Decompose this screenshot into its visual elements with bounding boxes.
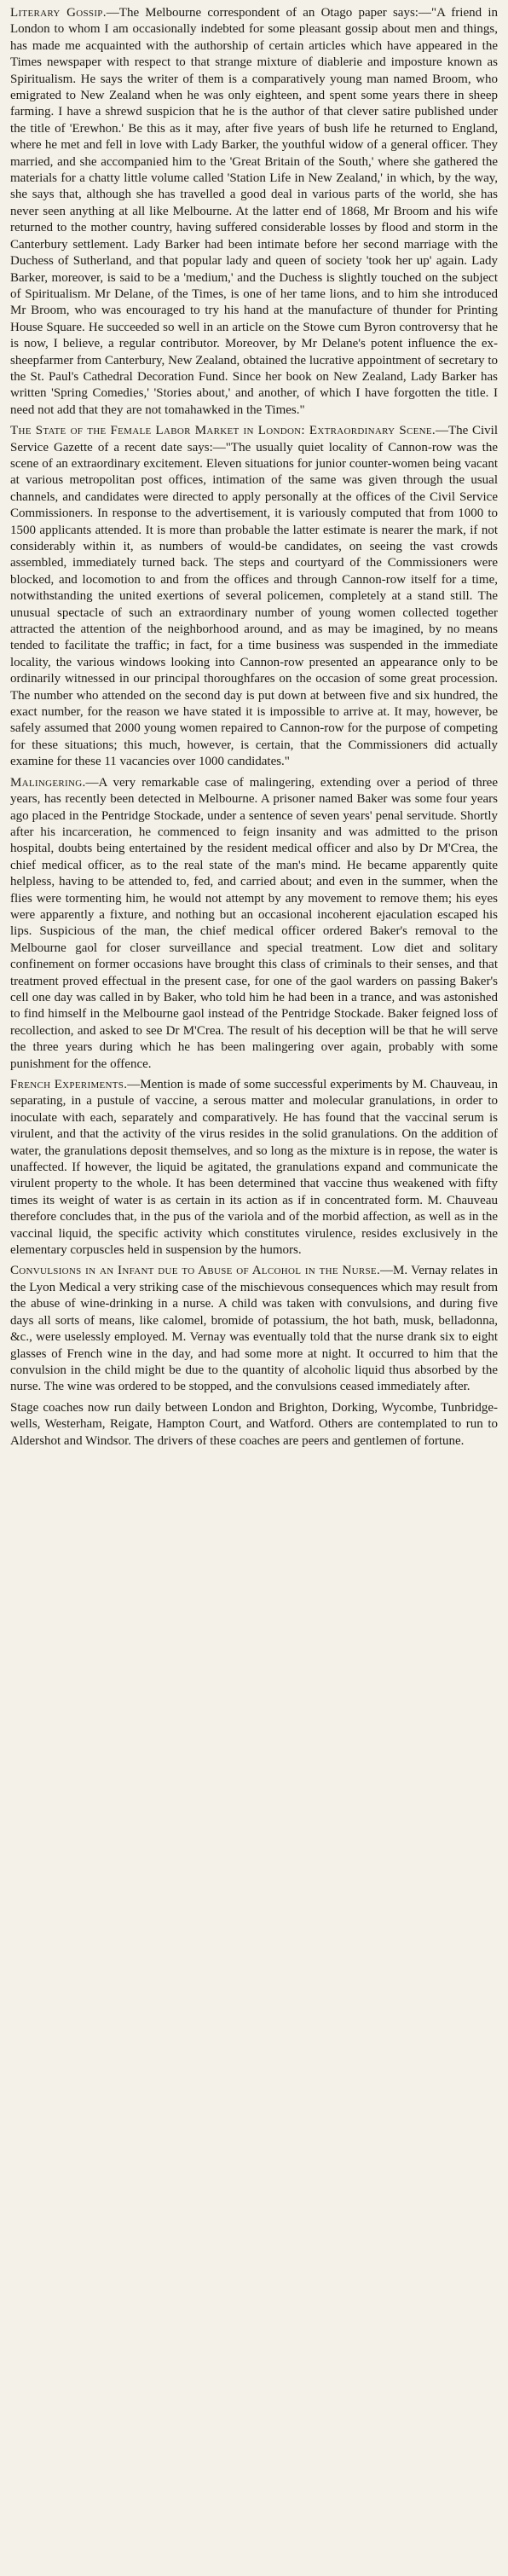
- article-heading: The State of the Female Labor Market in London: Extraordinary Scene.: [10, 424, 436, 438]
- article-heading: Literary Gossip.: [10, 6, 107, 20]
- article-body: —The Melbourne correspondent of an Otago paper says:—"A friend in London to whom I am occasionally indebted for some pleasant gossip about men and things, has made me acquainted with the authorship of certain articles which have appeared in the Times newspaper with respect to that strange mixture of diablerie and imposture known as Spiritualism. He says the writer of them is a comparatively young man named Broom, who emigrated to New Zealand when he was only eighteen, and spent some years there in sheep farming. I have a shrewd suspicion that he is the author of that clever satire published under the title of 'Erewhon.' Be this as it may, after five years of bush life he returned to England, where he met and fell in love with Lady Barker, the youthful widow of a general officer. They married, and she accompanied him to the 'Great Britain of the South,' where she gathered the materials for a chatty little volume called 'Station Life in New Zealand,' in which, by the way, she says that, although she has travelled a good deal in various parts of the world, she has never seen anything at all like Melbourne. At the latter end of 1868, Mr Broom and his wife returned to the mother country, having suffered considerable losses by flood and storm in the Canterbury settlement. Lady Barker had been intimate before her second marriage with the Duchess of Sutherland, and that popular lady and queen of society 'took her up' again. Lady Barker, moreover, is said to be a 'medium,' and the Duchess is slightly touched on the subject of Spiritualism. Mr Delane, of the Times, is one of her tame lions, and to him she introduced Mr Broom, who was encouraged to try his hand at the manufacture of thunder for Printing House Square. He succeeded so well in an article on the Stowe cum Byron controversy that he is now, I believe, a regular contributor. Moreover, by Mr Delane's potent influence the ex-sheepfarmer from Canterbury, New Zealand, obtained the lucrative appointment of secretary to the St. Paul's Cathedral Decoration Fund. Since her book on New Zealand, Lady Barker has written 'Spring Comedies,' 'Stories about,' and another, of which I have forgotten the title. I need not add that they are not tomahawked in the Times.": [10, 6, 499, 417]
- article-paragraph: [10, 1077, 498, 1259]
- article-body: —M. Vernay relates in the Lyon Medical a very striking case of the mischievous consequences which may result from the abuse of wine-drinking in a nurse. A child was taken with convulsions, and during five days all sorts of means, like calomel, bromide of potassium, the hot bath, musk, belladonna, &c., were uselessly employed. M. Vernay was eventually told that the nurse drank six to eight glasses of French wine in the day, and had some more at night. It occurred to him that the convulsion in the child might be due to the quantity of alcoholic liquid thus absorbed by the nurse. The wine was ordered to be stopped, and the convulsions ceased immediately after.: [10, 1264, 498, 1394]
- article-body: —The Civil Service Gazette of a recent date says:—"The usually quiet locality of Cannon-row was the scene of an extraordinary excitement. Eleven situations for junior counter-women being vacant at various metropolitan post offices, intimation of the same was given through the usual channels, and candidates were directed to apply personally at the offices of the Civil Service Commissioners. In response to the advertisement, it is variously computed that from 1000 to 1500 applicants attended. It is more than probable the latter estimate is nearer the mark, if not considerably within it, as numbers of would-be candidates, on seeing the vast crowds assembled, immediately turned back. The steps and courtyard of the Commissioners were blocked, and locomotion to and from the offices and through Cannon-row itself for a time, notwithstanding the united exertions of several policemen, completely at a stand still. The unusual spectacle of such an extraordinary number of young women collected together attracted the attention of the neighborhood around, and as may be imagined, by no means tended to facilitate the traffic; in fact, for a time business was suspended in the immediate locality, the various windows looking into Cannon-row presented an appearance only to be ordinarily witnessed in our principal thoroughfares on the occasion of some great procession. The number who attended on the second day is put down at between five and six hundred, the exact number, for the reason we have stated it is impossible to arrive at. It may, however, be safely assumed that 2000 young women repaired to Cannon-row for the purpose of competing for these situations; this much, however, is certain, that the Commissioners did actually examine for these 11 vacancies over 1000 candidates.": [10, 424, 498, 769]
- article-paragraph: [10, 775, 498, 1073]
- article-heading: French Experiments.: [10, 1078, 128, 1091]
- article-malingering: [10, 775, 498, 1073]
- article-heading: Malingering.: [10, 775, 86, 790]
- article-stage-coaches: [10, 1400, 498, 1450]
- article-literary-gossip: [10, 5, 498, 419]
- article-convulsions-infant: [10, 1263, 498, 1395]
- article-body: —Mention is made of some successful experiments by M. Chauveau, in separating, in a pustule of vaccine, a serous matter and molecular granulations, in order to inoculate with each, separately and comparatively. He has found that the vaccinal serum is virulent, and that the activity of the virus resides in the solid granulations. On the addition of water, the granulations deposit themselves, and so long as the mixture is in repose, the water is unaffected. If however, the liquid be agitated, the granulations expand and communicate the virulent property to the whole. It has been determined that vaccine thus weakened with fifty times its weight of water is as certain in its action as if in concentrated form. M. Chauveau therefore concludes that, in the pus of the variola and of the morbid affection, as well as in the vaccinal liquid, the specific activity which constitutes virulence, resides exclusively in the elementary corpuscles held in suspension by the humors.: [10, 1078, 498, 1258]
- article-heading: Convulsions in an Infant due to Abuse of Alcohol in the Nurse.: [10, 1264, 380, 1278]
- news-column: [10, 5, 498, 1450]
- article-paragraph: [10, 1263, 498, 1395]
- article-paragraph: [10, 423, 498, 771]
- article-female-labor-market: [10, 423, 498, 771]
- article-body: Stage coaches now run daily between London and Brighton, Dorking, Wycombe, Tunbridge-wells, Westerham, Reigate, Hampton Court, and Watford. Others are contemplated to run to Aldershot and Windsor. The drivers of these coaches are peers and gentlemen of fortune.: [10, 1400, 498, 1448]
- article-body: —A very remarkable case of malingering, extending over a period of three years, has recently been detected in Melbourne. A prisoner named Baker was some four years ago placed in the Pentridge Stockade, under a sentence of seven years' penal servitude. Shortly after his incarceration, he commenced to feign insanity and was admitted to the prison hospital, doubts being entertained by the resident medical officer and also by Dr M'Crea, the chief medical officer, as to the real state of the man's mind. He became apparently quite helpless, having to be attended to, fed, and carried about; and even in the summer, when the flies were tormenting him, he would not attempt by any movement to remove them; his eyes were apparently a fixture, and nothing but an occasional incoherent ejaculation escaped his lips. Suspicious of the man, the chief medical officer ordered Baker's removal to the Melbourne gaol for closer surveillance and special treatment. Low diet and solitary confinement on former occasions have brought this class of criminals to their senses, and that treatment proved effectual in the present case, for one of the gaol warders on passing Baker's cell one day was called in by Baker, who told him he had been in a trance, and was astonished to find himself in the Melbourne gaol instead of the Pentridge Stockade. Baker feigned loss of recollection, and asked to see Dr M'Crea. The result of his deception will be that he will serve the three years during which he has been malingering over again, probably with some punishment for the offence.: [10, 775, 498, 1071]
- article-paragraph: [10, 1400, 498, 1450]
- article-paragraph: [10, 5, 498, 419]
- article-french-experiments: [10, 1077, 498, 1259]
